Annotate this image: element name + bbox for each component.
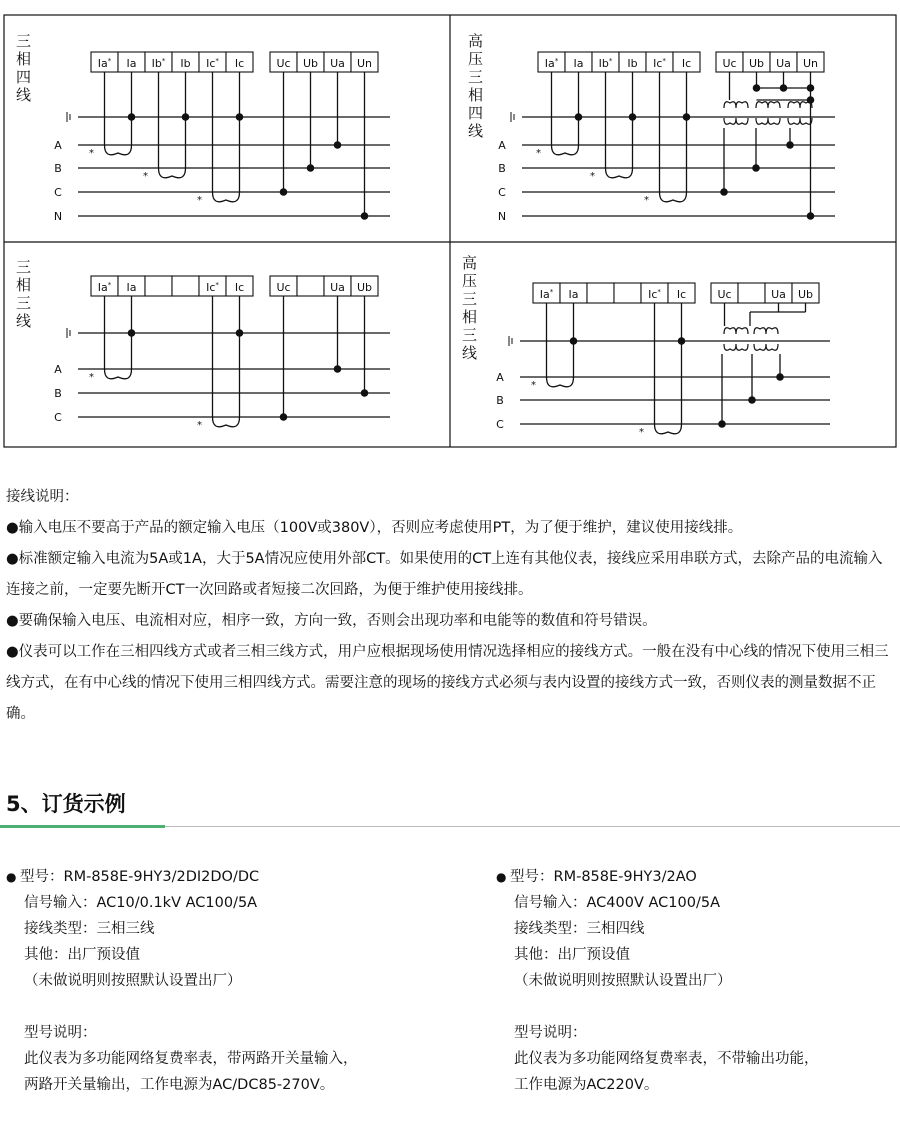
pt-coil: [724, 344, 748, 350]
terminal-label: Ia: [568, 288, 579, 301]
ct-polarity-mark: *: [197, 195, 202, 206]
panel-title-char: 线: [462, 344, 478, 362]
section-title: 5、订货示例: [6, 792, 126, 816]
terminal-label: Ub: [797, 288, 814, 301]
order-desc-title: 型号说明：: [24, 1025, 97, 1041]
panel-title-char: 四: [16, 68, 32, 86]
bus-label: C: [54, 186, 62, 199]
ct-coil: [660, 192, 687, 202]
wiring-notes: [6, 482, 896, 730]
panel-title-char: 三: [16, 294, 32, 312]
order-desc-title: 型号说明：: [514, 1025, 587, 1041]
ct-coil: [213, 417, 240, 427]
terminal-label: Ia: [126, 57, 137, 70]
pt-coil: [754, 344, 778, 350]
ct-coil: [105, 369, 132, 379]
ct-polarity-mark: *: [143, 171, 148, 182]
junction-dot: [807, 84, 815, 92]
ct-coil: [213, 192, 240, 202]
terminal-label: Ic*: [206, 57, 219, 70]
current-terminal: [145, 276, 172, 296]
panel-title-char: 三: [16, 32, 32, 50]
order-example-2: [496, 864, 900, 1098]
notes-heading: 接线说明：: [6, 489, 79, 505]
panel-title-char: 高: [462, 254, 478, 272]
junction-dot: [753, 84, 761, 92]
ct-coil: [547, 377, 574, 387]
terminal-label: Ia*: [539, 288, 554, 301]
order-note: （未做说明则按照默认设置出厂）: [514, 973, 732, 989]
order-model: 型号：RM-858E-9HY3/2AO: [510, 869, 697, 885]
junction-dot: [575, 113, 583, 121]
ct-polarity-mark: *: [639, 427, 644, 438]
panel-title-char: 相: [462, 308, 478, 326]
bus-label: B: [496, 394, 504, 407]
pt-coil: [756, 102, 780, 108]
bus-label: A: [498, 139, 506, 152]
junction-dot: [748, 396, 756, 404]
panel-title-char: 三: [462, 326, 478, 344]
bus-label: B: [54, 162, 62, 175]
current-terminal: [614, 283, 641, 303]
terminal-label: Ic*: [206, 281, 219, 294]
order-desc-line: 此仪表为多功能网络复费率表，带两路开关量输入，: [24, 1051, 358, 1067]
junction-dot: [720, 188, 728, 196]
junction-dot: [128, 329, 136, 337]
order-input: 信号输入：AC400V AC100/5A: [514, 895, 720, 911]
bus-label: C: [496, 418, 504, 431]
terminal-label: Ua: [330, 57, 345, 70]
bus-label: A: [54, 363, 62, 376]
junction-dot: [780, 84, 788, 92]
terminal-label: Uc: [722, 57, 737, 70]
terminal-label: Ic*: [648, 288, 661, 301]
ct-coil: [655, 424, 682, 434]
junction-dot: [718, 420, 726, 428]
junction-dot: [280, 413, 288, 421]
order-desc-line: 两路开关量输出，工作电源为AC/DC85-270V。: [24, 1077, 335, 1093]
ct-polarity-mark: *: [197, 420, 202, 431]
terminal-label: Uc: [276, 281, 291, 294]
terminal-label: Ib: [627, 57, 638, 70]
junction-dot: [678, 337, 686, 345]
ct-coil: [105, 145, 132, 155]
junction-dot: [786, 141, 794, 149]
junction-dot: [307, 164, 315, 172]
ct-coil: [159, 168, 186, 178]
order-wiring: 接线类型：三相三线: [24, 921, 155, 937]
bus-label: C: [498, 186, 506, 199]
terminal-label: Ua: [771, 288, 786, 301]
panel-title-char: 线: [16, 86, 32, 104]
pt-coil: [754, 328, 778, 334]
ct-polarity-mark: *: [531, 380, 536, 391]
order-desc-line: 此仪表为多功能网络复费率表，不带输出功能，: [514, 1051, 819, 1067]
wiring-diagrams: [0, 0, 900, 450]
note-item: ●要确保输入电压、电流相对应，相序一致，方向一致，否则会出现功率和电能等的数值和符号错误。: [6, 613, 657, 629]
ct-polarity-mark: *: [644, 195, 649, 206]
junction-dot: [280, 188, 288, 196]
terminal-label: Un: [356, 57, 373, 70]
note-item: ●仪表可以工作在三相四线方式或者三相三线方式，用户应根据现场使用情况选择相应的接线方式。一般在没有中心线的情况下使用三相三线方式，在有中心线的情况下使用三相四线方式。需要注意的现场的接线方式必须与表内设置的接线方式一致，否则仪表的测量数据不正确。: [6, 644, 889, 722]
terminal-label: Ub: [356, 281, 373, 294]
panel-title-char: 四: [468, 104, 484, 122]
junction-dot: [334, 141, 342, 149]
terminal-label: Ic: [676, 288, 687, 301]
ct-polarity-mark: *: [536, 148, 541, 159]
junction-dot: [629, 113, 637, 121]
ct-polarity-mark: *: [590, 171, 595, 182]
panel-title-char: 三: [16, 258, 32, 276]
junction-dot: [334, 365, 342, 373]
current-terminal: [587, 283, 614, 303]
junction-dot: [182, 113, 190, 121]
terminal-label: Uc: [717, 288, 732, 301]
panel-title-char: 高: [468, 32, 484, 50]
terminal-label: Ua: [330, 281, 345, 294]
ct-polarity-mark: *: [89, 372, 94, 383]
panel-hv-three-phase-four-wire: [468, 32, 835, 223]
bullet-icon: ●: [496, 870, 507, 884]
junction-dot: [752, 164, 760, 172]
voltage-terminal: [297, 276, 324, 296]
panel-title-char: 相: [468, 86, 484, 104]
terminal-label: Ib*: [151, 57, 166, 70]
ct-coil: [606, 168, 633, 178]
junction-dot: [683, 113, 691, 121]
panel-title-char: 压: [468, 50, 484, 68]
terminal-label: Ic*: [653, 57, 666, 70]
terminal-label: Ib*: [598, 57, 613, 70]
note-item: ●标准额定输入电流为5A或1A，大于5A情况应使用外部CT。如果使用的CT上连有其他仪表，接线应采用串联方式，去除产品的电流输入连接之前，一定要先断开CT一次回路或者短接二次回路，为便于维护使用接线排。: [6, 551, 883, 598]
junction-dot: [236, 113, 244, 121]
bus-label: A: [496, 371, 504, 384]
voltage-terminal: [738, 283, 765, 303]
ct-polarity-mark: *: [89, 148, 94, 159]
order-other: 其他：出厂预设值: [24, 947, 140, 963]
pt-coil: [724, 118, 748, 124]
bus-label: N: [497, 210, 507, 223]
bus-label: B: [498, 162, 506, 175]
terminal-label: Ic: [234, 281, 245, 294]
panel-title-char: 线: [468, 122, 484, 140]
terminal-label: Un: [802, 57, 819, 70]
terminal-label: Ib: [180, 57, 191, 70]
order-input: 信号输入：AC10/0.1kV AC100/5A: [24, 895, 258, 911]
panel-title-char: 压: [462, 272, 478, 290]
terminal-label: Ia: [126, 281, 137, 294]
junction-dot: [776, 373, 784, 381]
terminal-label: Uc: [276, 57, 291, 70]
order-example-1: [6, 864, 446, 1098]
panel-title-char: 三: [462, 290, 478, 308]
panel-hv-three-phase-three-wire: [462, 254, 830, 438]
current-terminal: [172, 276, 199, 296]
terminal-label: Ia*: [544, 57, 559, 70]
panel-title-char: 相: [16, 50, 32, 68]
junction-dot: [128, 113, 136, 121]
panel-title-char: 线: [16, 312, 32, 330]
terminal-label: Ub: [748, 57, 765, 70]
pt-coil: [724, 328, 748, 334]
order-model: 型号：RM-858E-9HY3/2DI2DO/DC: [20, 869, 260, 885]
junction-dot: [361, 212, 369, 220]
order-note: （未做说明则按照默认设置出厂）: [24, 973, 242, 989]
ct-coil: [552, 145, 579, 155]
note-item: ●输入电压不要高于产品的额定输入电压（100V或380V），否则应考虑使用PT，为了便于维护，建议使用接线排。: [6, 520, 743, 536]
bus-label: C: [54, 411, 62, 424]
pt-coil: [756, 118, 780, 124]
junction-dot: [361, 389, 369, 397]
bus-label: B: [54, 387, 62, 400]
pt-coil: [788, 118, 812, 124]
terminal-label: Ub: [302, 57, 319, 70]
terminal-label: Ic: [681, 57, 692, 70]
section-accent-bar: [0, 825, 165, 828]
terminal-label: Ia*: [97, 57, 112, 70]
panel-title-char: 三: [468, 68, 484, 86]
panel-title-char: 相: [16, 276, 32, 294]
order-other: 其他：出厂预设值: [514, 947, 630, 963]
panel-three-phase-three-wire: [16, 258, 390, 431]
order-wiring: 接线类型：三相四线: [514, 921, 645, 937]
bus-label: N: [53, 210, 63, 223]
bullet-icon: ●: [6, 870, 17, 884]
junction-dot: [570, 337, 578, 345]
pt-coil: [724, 102, 748, 108]
junction-dot: [807, 96, 815, 104]
terminal-label: Ia*: [97, 281, 112, 294]
terminal-label: Ic: [234, 57, 245, 70]
order-desc-line: 工作电源为AC220V。: [514, 1077, 659, 1093]
terminal-label: Ia: [573, 57, 584, 70]
junction-dot: [236, 329, 244, 337]
bus-label: A: [54, 139, 62, 152]
junction-dot: [807, 212, 815, 220]
terminal-label: Ua: [776, 57, 791, 70]
panel-three-phase-four-wire: [16, 32, 390, 223]
